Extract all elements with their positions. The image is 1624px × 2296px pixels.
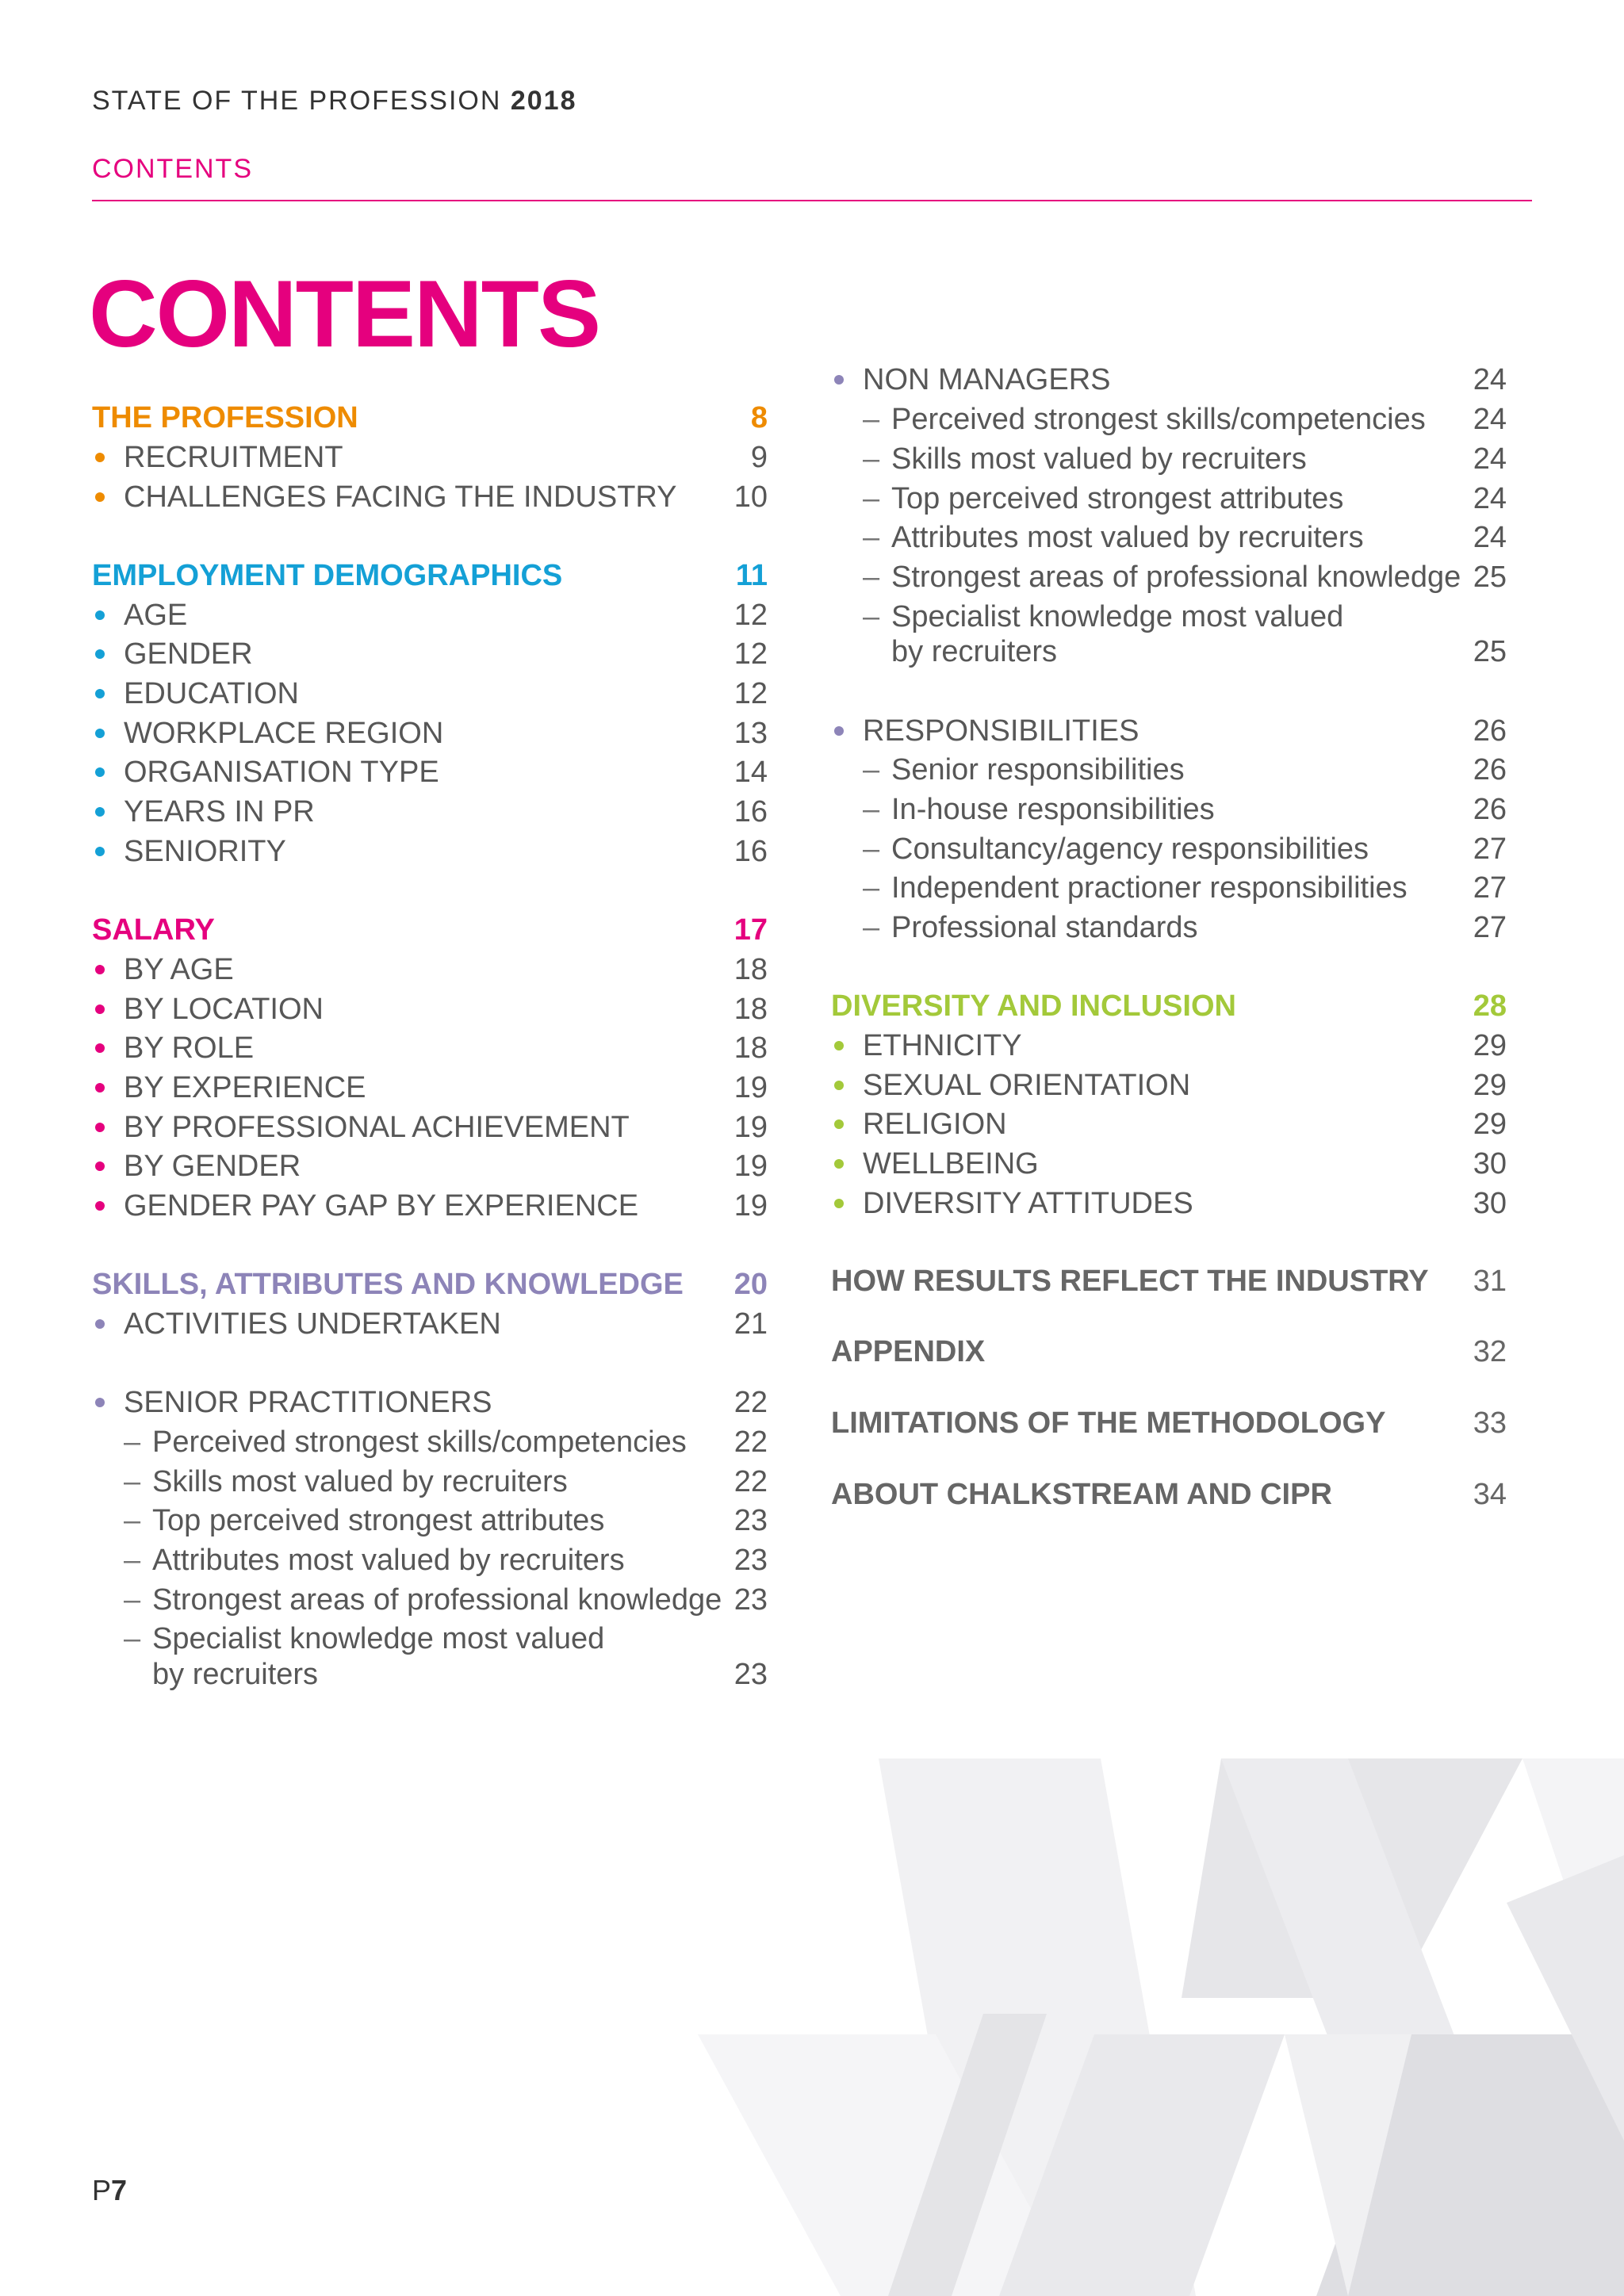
bullet-icon xyxy=(95,492,105,502)
toc-subitem[interactable]: – Perceived strongest skills/competencies 24 xyxy=(831,400,1507,439)
toc-item[interactable]: BY AGE 18 xyxy=(92,950,768,989)
dash-icon: – xyxy=(863,482,880,515)
toc-item[interactable]: BY GENDER 19 xyxy=(92,1146,768,1186)
bullet-icon xyxy=(95,1161,105,1171)
bullet-icon xyxy=(95,767,105,777)
dash-icon: – xyxy=(863,521,880,554)
toc-subitem[interactable]: – Skills most valued by recruiters 24 xyxy=(831,439,1507,479)
toc-subitem[interactable]: – Top perceived strongest attributes 23 xyxy=(92,1501,768,1540)
bullet-icon xyxy=(95,1043,105,1053)
bullet-icon xyxy=(95,453,105,462)
page-number: P7 xyxy=(92,2174,128,2206)
toc-heading-appendix[interactable]: APPENDIX 32 xyxy=(831,1335,1507,1368)
toc-item[interactable]: EDUCATION 12 xyxy=(92,674,768,714)
dash-icon: – xyxy=(863,871,880,905)
toc-heading-diversity[interactable]: DIVERSITY AND INCLUSION 28 xyxy=(831,989,1507,1023)
toc-item[interactable]: YEARS IN PR 16 xyxy=(92,792,768,832)
dash-icon: – xyxy=(863,600,880,633)
bullet-icon xyxy=(834,1159,844,1169)
header-divider xyxy=(92,200,1532,201)
bullet-icon xyxy=(834,1041,844,1050)
toc-item[interactable]: BY PROFESSIONAL ACHIEVEMENT 19 xyxy=(92,1108,768,1147)
toc-item[interactable]: ETHNICITY 29 xyxy=(831,1026,1507,1066)
page-title: CONTENTS xyxy=(89,261,599,367)
toc-subitem[interactable]: – Strongest areas of professional knowledge 25 xyxy=(831,557,1507,597)
toc-item[interactable]: ACTIVITIES UNDERTAKEN 21 xyxy=(92,1304,768,1344)
toc-item[interactable]: WELLBEING 30 xyxy=(831,1144,1507,1184)
toc-item[interactable]: SENIORITY 16 xyxy=(92,832,768,871)
toc-item[interactable]: SEXUAL ORIENTATION 29 xyxy=(831,1066,1507,1105)
section-label: CONTENTS xyxy=(92,154,253,184)
toc-item[interactable]: RELIGION 29 xyxy=(831,1104,1507,1144)
toc-subitem[interactable]: – Strongest areas of professional knowledge 23 xyxy=(92,1580,768,1620)
dash-icon: – xyxy=(124,1544,141,1577)
toc-item[interactable]: RECRUITMENT 9 xyxy=(92,438,768,477)
toc-subitem[interactable]: – In-house responsibilities 26 xyxy=(831,790,1507,829)
bullet-icon xyxy=(95,610,105,620)
bullet-icon xyxy=(95,807,105,817)
toc-item[interactable]: GENDER PAY GAP BY EXPERIENCE 19 xyxy=(92,1186,768,1226)
toc-heading-salary[interactable]: SALARY 17 xyxy=(92,913,768,947)
toc-subitem[interactable]: – Specialist knowledge most valued xyxy=(831,597,1507,637)
toc-subitem[interactable]: – Specialist knowledge most valued xyxy=(92,1619,768,1659)
toc-item[interactable]: NON MANAGERS 24 xyxy=(831,360,1507,400)
toc-item[interactable]: BY ROLE 18 xyxy=(92,1028,768,1068)
bullet-icon xyxy=(834,375,844,385)
bullet-icon xyxy=(834,1081,844,1090)
dash-icon: – xyxy=(124,1504,141,1537)
dash-icon: – xyxy=(863,403,880,436)
dash-icon: – xyxy=(863,753,880,786)
toc-heading-skills[interactable]: SKILLS, ATTRIBUTES AND KNOWLEDGE 20 xyxy=(92,1268,768,1301)
dash-icon: – xyxy=(124,1622,141,1655)
toc-subitem[interactable]: – Professional standards 27 xyxy=(831,908,1507,947)
toc-item[interactable]: BY EXPERIENCE 19 xyxy=(92,1068,768,1108)
dash-icon: – xyxy=(863,911,880,944)
toc-item[interactable]: AGE 12 xyxy=(92,595,768,635)
toc-subitem[interactable]: – Consultancy/agency responsibilities 27 xyxy=(831,829,1507,869)
toc-subitem[interactable]: – Independent practioner responsibilities 27 xyxy=(831,868,1507,908)
toc-item[interactable]: WORKPLACE REGION 13 xyxy=(92,714,768,753)
toc-heading-results[interactable]: HOW RESULTS REFLECT THE INDUSTRY 31 xyxy=(831,1265,1507,1298)
toc-subitem-continued[interactable]: by recruiters 23 xyxy=(152,1658,768,1691)
bullet-icon xyxy=(95,965,105,974)
bullet-icon xyxy=(95,649,105,659)
toc-subitem-continued[interactable]: by recruiters 25 xyxy=(891,635,1507,668)
toc-item[interactable]: BY LOCATION 18 xyxy=(92,989,768,1029)
bullet-icon xyxy=(95,1083,105,1093)
toc-subitem[interactable]: – Attributes most valued by recruiters 24 xyxy=(831,518,1507,557)
toc-item[interactable]: SENIOR PRACTITIONERS 22 xyxy=(92,1383,768,1422)
dash-icon: – xyxy=(124,1465,141,1498)
dash-icon: – xyxy=(863,793,880,826)
bullet-icon xyxy=(95,847,105,856)
dash-icon: – xyxy=(863,442,880,476)
bullet-icon xyxy=(834,726,844,736)
toc-item[interactable]: RESPONSIBILITIES 26 xyxy=(831,711,1507,751)
bullet-icon xyxy=(95,1398,105,1407)
dash-icon: – xyxy=(124,1583,141,1617)
dash-icon: – xyxy=(863,832,880,866)
bullet-icon xyxy=(95,1319,105,1329)
toc-item[interactable]: GENDER 12 xyxy=(92,634,768,674)
toc-subitem[interactable]: – Attributes most valued by recruiters 23 xyxy=(92,1540,768,1580)
toc-heading-limitations[interactable]: LIMITATIONS OF THE METHODOLOGY 33 xyxy=(831,1406,1507,1440)
bullet-icon xyxy=(95,689,105,698)
dash-icon: – xyxy=(124,1425,141,1459)
toc-subitem[interactable]: – Perceived strongest skills/competencies 22 xyxy=(92,1422,768,1462)
toc-heading-about[interactable]: ABOUT CHALKSTREAM AND CIPR 34 xyxy=(831,1478,1507,1511)
bullet-icon xyxy=(834,1199,844,1208)
toc-subitem[interactable]: – Top perceived strongest attributes 24 xyxy=(831,479,1507,519)
bullet-icon xyxy=(95,1201,105,1211)
toc-item[interactable]: CHALLENGES FACING THE INDUSTRY 10 xyxy=(92,477,768,517)
document-title: STATE OF THE PROFESSION 2018 xyxy=(92,86,577,116)
bullet-icon xyxy=(95,1123,105,1132)
bullet-icon xyxy=(95,729,105,738)
toc-item[interactable]: ORGANISATION TYPE 14 xyxy=(92,752,768,792)
bullet-icon xyxy=(834,1119,844,1129)
bullet-icon xyxy=(95,1004,105,1014)
dash-icon: – xyxy=(863,561,880,594)
toc-subitem[interactable]: – Senior responsibilities 26 xyxy=(831,750,1507,790)
toc-heading-demographics[interactable]: EMPLOYMENT DEMOGRAPHICS 11 xyxy=(92,559,768,592)
toc-subitem[interactable]: – Skills most valued by recruiters 22 xyxy=(92,1462,768,1502)
toc-heading-profession[interactable]: THE PROFESSION 8 xyxy=(92,401,768,434)
toc-item[interactable]: DIVERSITY ATTITUDES 30 xyxy=(831,1184,1507,1223)
